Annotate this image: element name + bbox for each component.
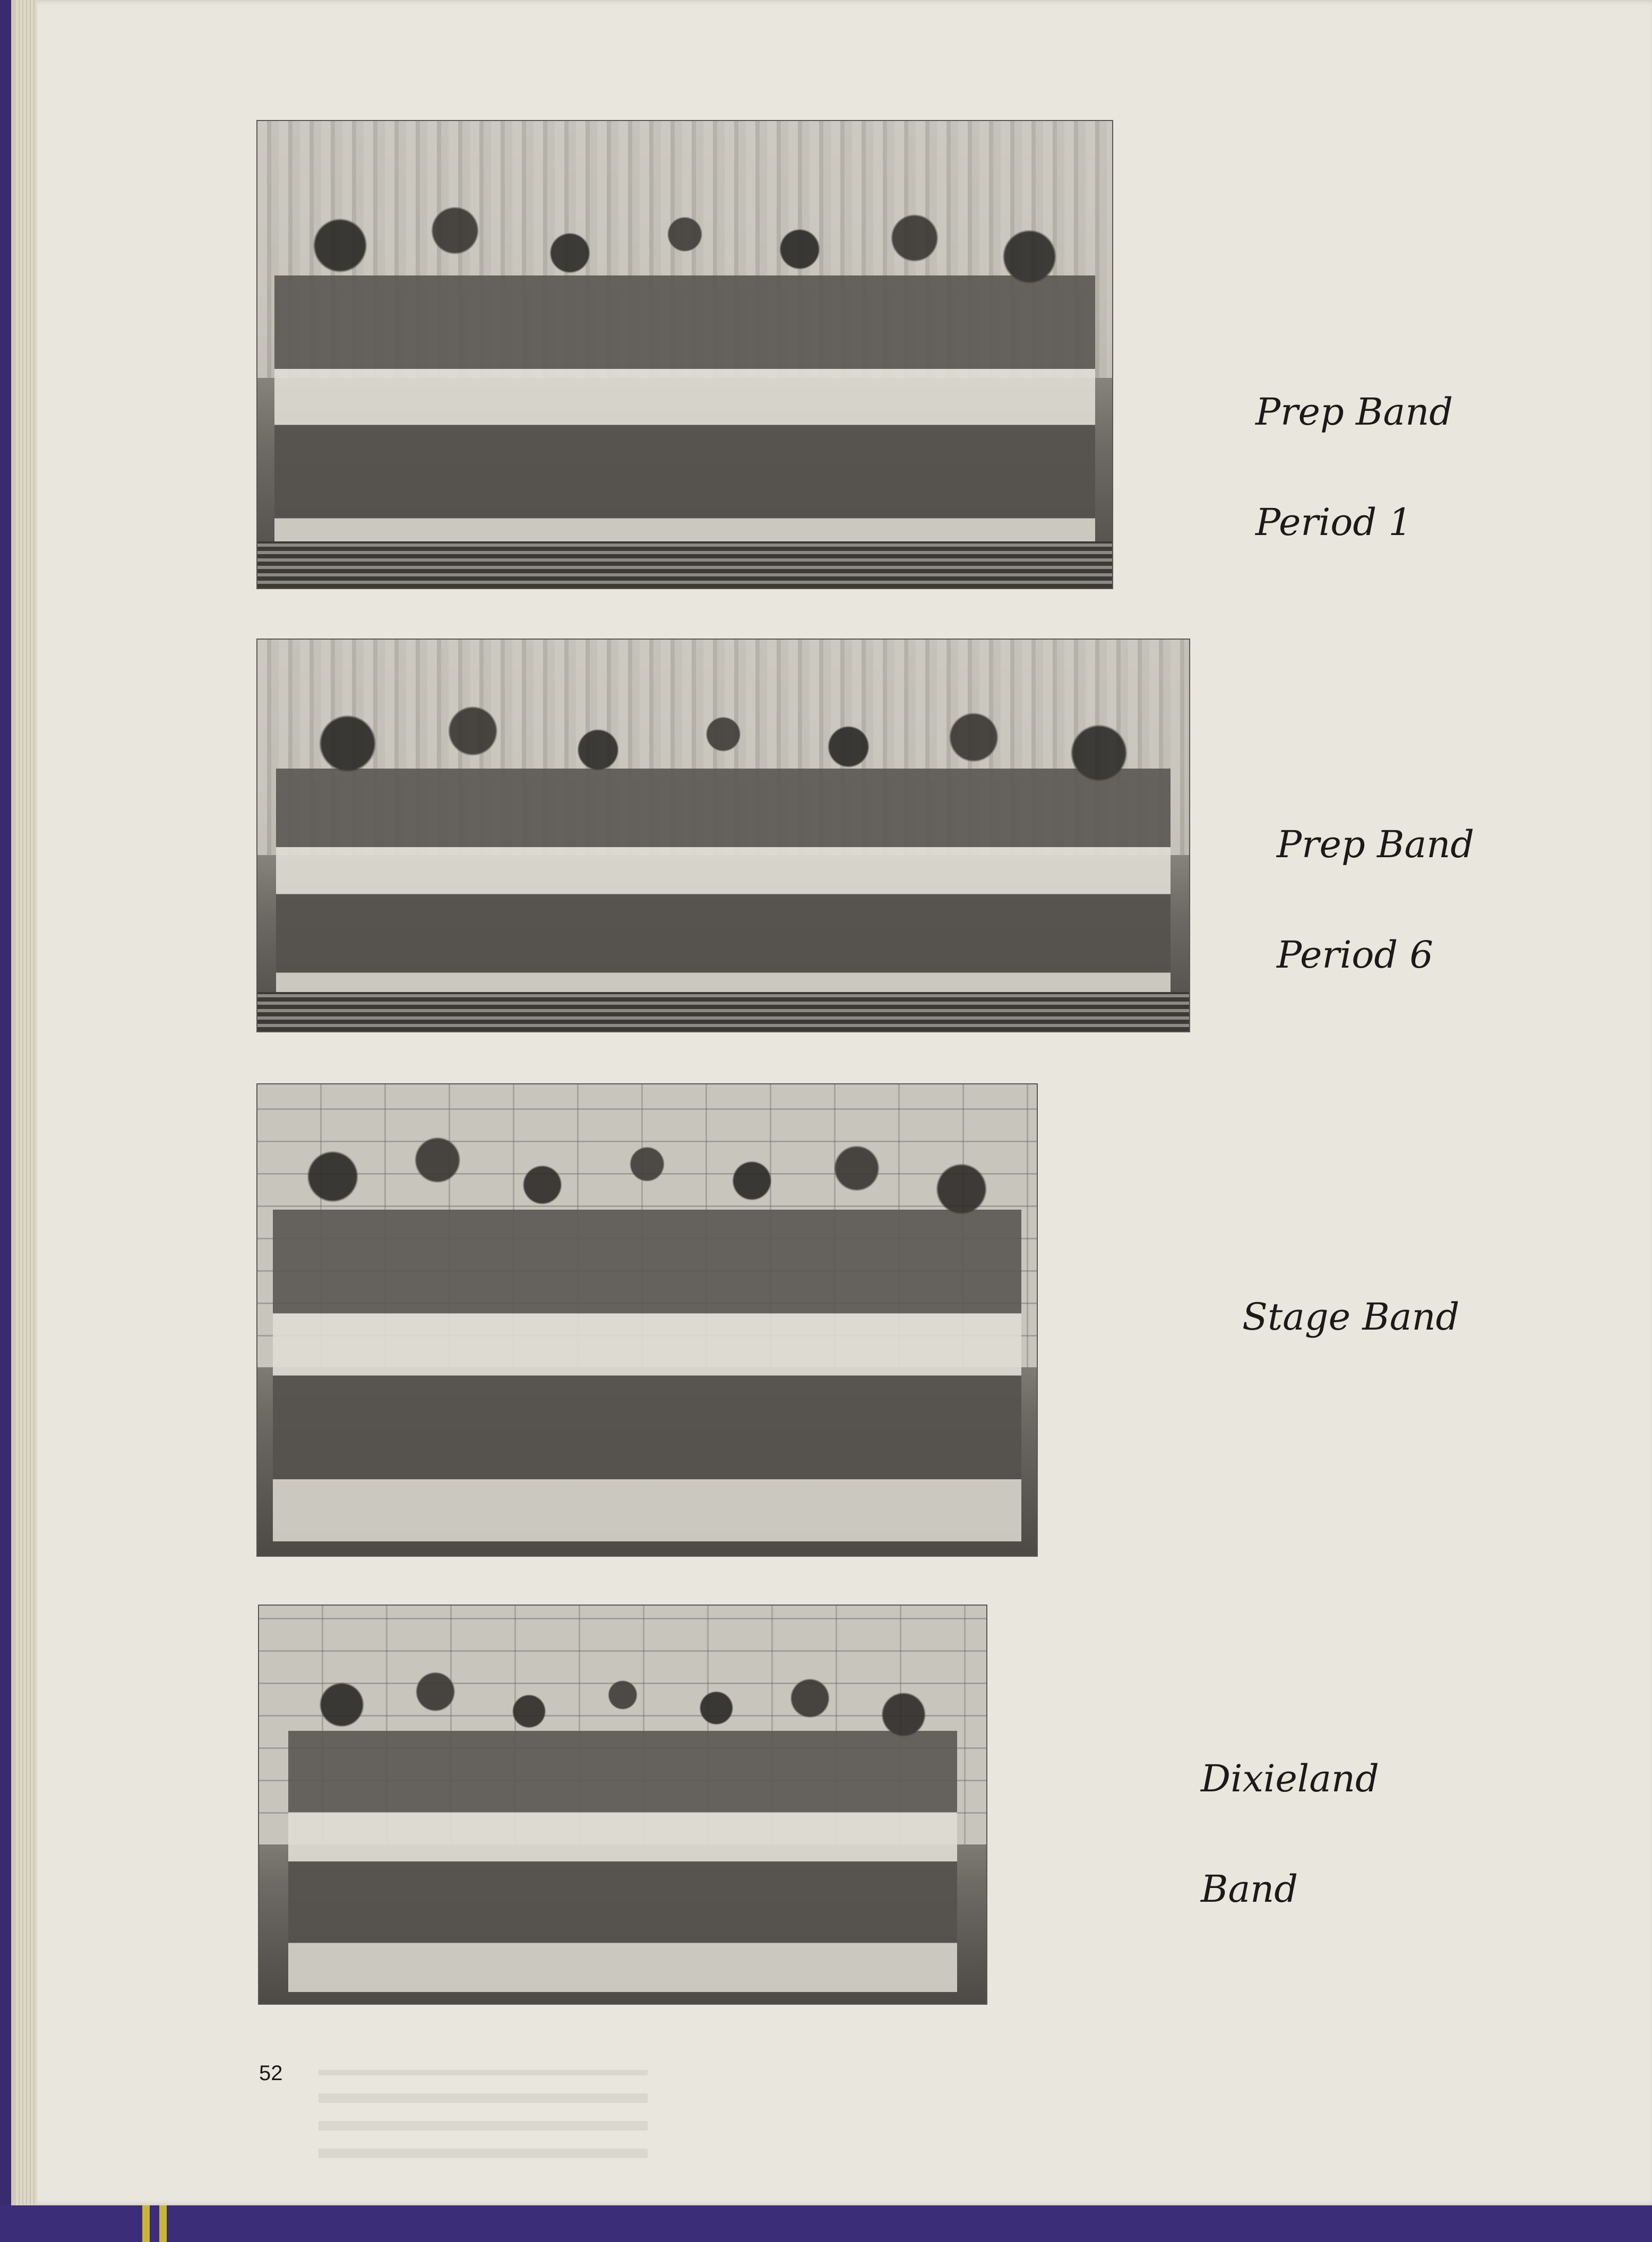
page-number: 52 xyxy=(259,2062,283,2085)
caption-prep-band-period-1 xyxy=(1255,329,1453,550)
stage-risers xyxy=(257,541,1112,588)
caption-line-1: Prep Band xyxy=(1277,823,1475,866)
caption-prep-band-period-6 xyxy=(1277,762,1474,982)
band-group xyxy=(274,201,1095,574)
caption-line-2: Period 1 xyxy=(1255,501,1412,544)
caption-line-1: Dixieland xyxy=(1201,1757,1379,1800)
caption-dixieland-band xyxy=(1201,1696,1379,1917)
band-group xyxy=(276,706,1171,1019)
caption-stage-band xyxy=(1242,1234,1459,1344)
photo-stage-band xyxy=(257,1084,1037,1556)
caption-line-2: Band xyxy=(1201,1867,1298,1911)
show-through-text xyxy=(319,2070,648,2176)
photo-prep-band-period-1 xyxy=(257,121,1112,588)
cover-edge-bottom xyxy=(0,2205,1652,2242)
band-group xyxy=(288,1666,957,1992)
photo-dixieland-band xyxy=(259,1606,986,2004)
cover-stripe xyxy=(142,2205,150,2242)
cover-stripe xyxy=(159,2205,167,2242)
band-group xyxy=(273,1127,1021,1541)
stage-risers xyxy=(257,992,1189,1031)
photo-prep-band-period-6 xyxy=(257,640,1189,1031)
caption-line-1: Stage Band xyxy=(1242,1295,1460,1339)
page-stack-edges xyxy=(16,0,37,2205)
caption-line-2: Period 6 xyxy=(1277,933,1433,977)
caption-line-1: Prep Band xyxy=(1255,390,1453,434)
